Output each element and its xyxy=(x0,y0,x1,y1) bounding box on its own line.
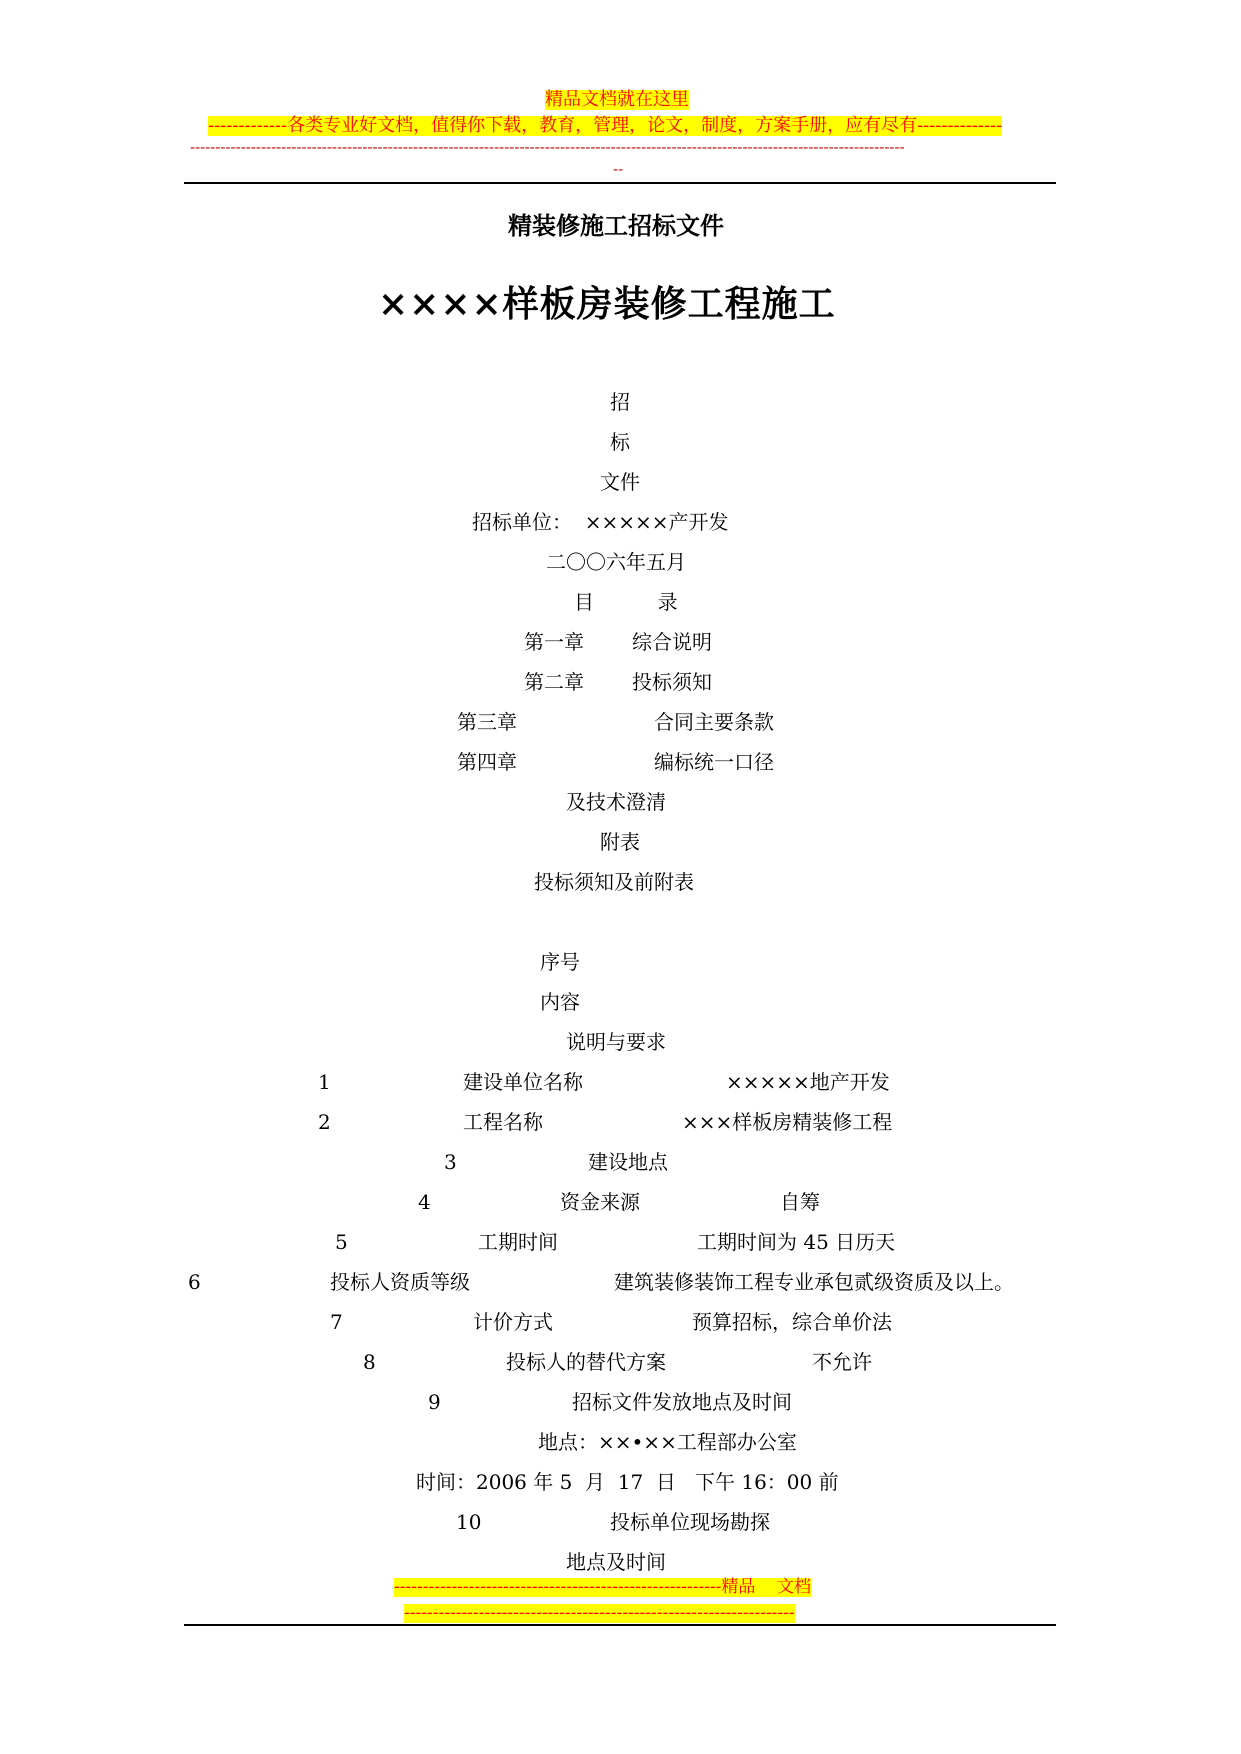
row-1-no: 1 xyxy=(318,1070,331,1094)
row-10-content: 投标单位现场勘探 xyxy=(610,1510,770,1534)
row-3-no: 3 xyxy=(444,1150,457,1174)
cover-char-zhao: 招 xyxy=(610,390,630,414)
row-10-place: 地点及时间 xyxy=(566,1550,666,1574)
toc-title-1: 综合说明 xyxy=(632,630,712,654)
toc-chapter-2: 第二章 xyxy=(524,670,584,694)
cover-wenjian: 文件 xyxy=(600,470,640,494)
footer-line-1: ---------------------------------------------------------精品 文档 xyxy=(394,1577,812,1597)
row-6-content: 投标人资质等级 xyxy=(330,1270,470,1294)
row-7-content: 计价方式 xyxy=(473,1310,553,1334)
header-dash-tail: -- xyxy=(613,160,624,178)
row-4-no: 4 xyxy=(418,1190,431,1214)
row-4-desc: 自筹 xyxy=(780,1190,820,1214)
row-7-no: 7 xyxy=(330,1310,343,1334)
appendix-label: 附表 xyxy=(600,830,640,854)
document-subtitle: 精装修施工招标文件 xyxy=(508,211,724,240)
column-header-content: 内容 xyxy=(540,990,580,1014)
header-dash-line: --------------------------------------------------------------------------------------------------------------------------------------------- xyxy=(190,140,905,155)
document-title: ××××样板房装修工程施工 xyxy=(378,283,836,325)
row-7-desc: 预算招标，综合单价法 xyxy=(692,1310,892,1334)
footer-rule xyxy=(184,1624,1056,1626)
row-10-no: 10 xyxy=(456,1510,482,1534)
footer-line-2: -------------------------------------------------------------------- xyxy=(404,1603,795,1623)
row-3-content: 建设地点 xyxy=(588,1150,668,1174)
row-8-content: 投标人的替代方案 xyxy=(506,1350,666,1374)
toc-title: 目 录 xyxy=(574,590,678,614)
toc-chapter-1: 第一章 xyxy=(524,630,584,654)
column-header-desc: 说明与要求 xyxy=(566,1030,666,1054)
toc-continuation: 及技术澄清 xyxy=(566,790,666,814)
row-6-no: 6 xyxy=(188,1270,201,1294)
row-2-content: 工程名称 xyxy=(463,1110,543,1134)
issue-date: 二〇〇六年五月 xyxy=(546,550,686,574)
row-1-content: 建设单位名称 xyxy=(463,1070,583,1094)
cover-char-biao: 标 xyxy=(610,430,630,454)
column-header-no: 序号 xyxy=(540,950,580,974)
row-9-time: 时间：2006 年 5 月 17 日 下午 16：00 前 xyxy=(416,1470,839,1494)
row-5-content: 工期时间 xyxy=(478,1230,558,1254)
row-1-desc: ×××××地产开发 xyxy=(726,1070,890,1094)
header-rule xyxy=(184,182,1056,184)
row-8-desc: 不允许 xyxy=(812,1350,872,1374)
appendix-title: 投标须知及前附表 xyxy=(534,870,694,894)
row-5-desc: 工期时间为 45 日历天 xyxy=(697,1230,896,1254)
issuer: 招标单位： ×××××产开发 xyxy=(472,510,729,534)
row-9-no: 9 xyxy=(428,1390,441,1414)
toc-title-2: 投标须知 xyxy=(632,670,712,694)
toc-title-3: 合同主要条款 xyxy=(654,710,774,734)
row-4-content: 资金来源 xyxy=(560,1190,640,1214)
row-6-desc: 建筑装修装饰工程专业承包贰级资质及以上。 xyxy=(614,1270,1014,1294)
toc-title-4: 编标统一口径 xyxy=(654,750,774,774)
row-9-place: 地点：××•××工程部办公室 xyxy=(538,1430,797,1454)
row-8-no: 8 xyxy=(363,1350,376,1374)
row-9-content: 招标文件发放地点及时间 xyxy=(572,1390,792,1414)
header-line-2: -------------各类专业好文档，值得你下载，教育，管理，论文，制度，方案手册，应有尽有-------------- xyxy=(208,115,1003,136)
header-line-1: 精品文档就在这里 xyxy=(545,89,689,110)
toc-chapter-3: 第三章 xyxy=(457,710,517,734)
row-2-desc: ×××样板房精装修工程 xyxy=(682,1110,893,1134)
row-2-no: 2 xyxy=(318,1110,331,1134)
row-5-no: 5 xyxy=(335,1230,348,1254)
toc-chapter-4: 第四章 xyxy=(457,750,517,774)
